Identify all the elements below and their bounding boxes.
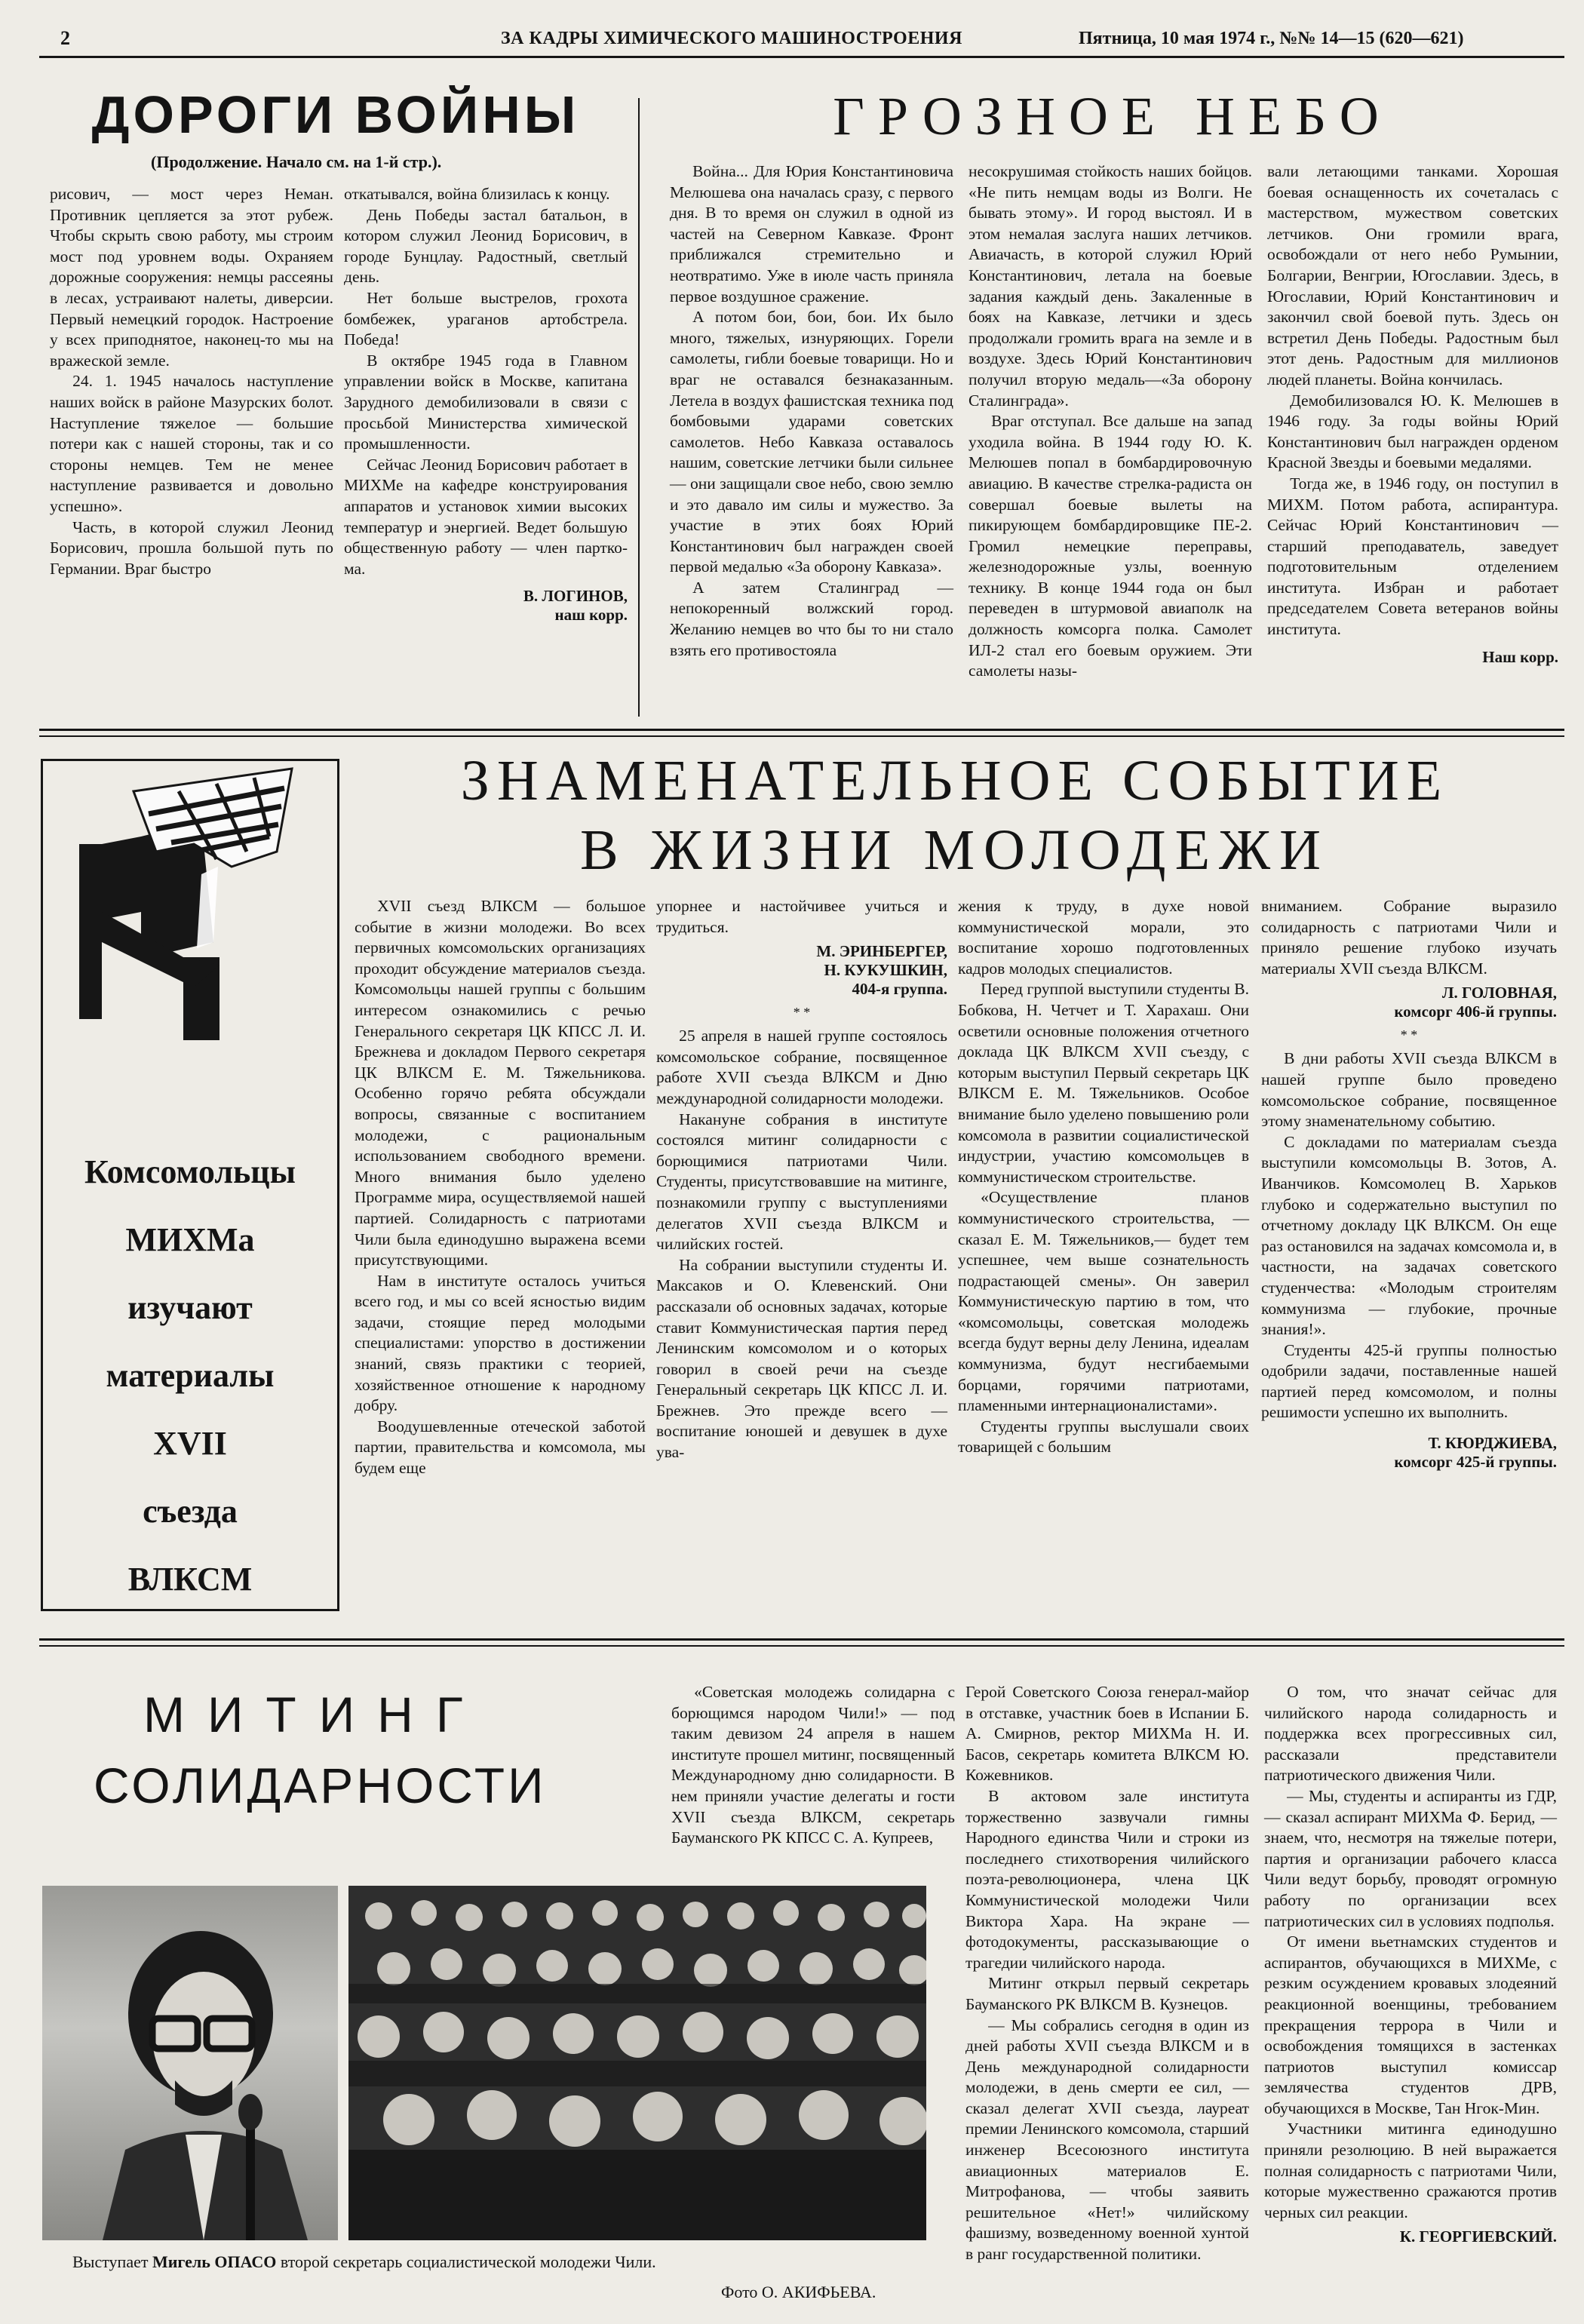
article-column-1 [50, 184, 333, 579]
article-title: ДОРОГИ ВОЙНЫ [91, 85, 580, 144]
article-title-line-1: МИТИНГ [143, 1687, 486, 1742]
article-title-line-1: ЗНАМЕНАТЕЛЬНОЕ СОБЫТИЕ [460, 749, 1450, 812]
photo-credit: Фото О. АКИФЬЕВА. [721, 2283, 876, 2301]
article-subtitle: (Продолжение. Начало см. на 1-й стр.). [151, 152, 442, 171]
flag-emblem-icon [43, 761, 342, 1078]
audience-crowd-icon [348, 1886, 926, 2240]
article-column-2 [969, 161, 1252, 682]
caption-line: съезда [143, 1493, 238, 1530]
paragraph: С докладами по материалам съезда выступили комсомольцы В. Зотов, А. Иванчиков. Комсомолец В. Харьков глубоко и содержательно выступил по отчетному докладу ЦК ВЛКСМ. Он еще раз остановился на задачах комсомола и, в частности, на задачах советского студенчества: «Молодым строителям коммунизма — глубокие, прочные знания!». [1261, 1132, 1557, 1339]
caption-line: МИХМа [125, 1221, 255, 1258]
newspaper-title: ЗА КАДРЫ ХИМИЧЕСКОГО МАШИНОСТРОЕНИЯ [501, 29, 962, 48]
caption-name: Мигель ОПАСО [152, 2252, 277, 2271]
paragraph: 24. 1. 1945 началось наступление наших войск в районе Мазурских болот. Наступление тяжелое — большие потери как с нашей стороны, так и со стороны немцев. Тем не менее наступление развивается и довольно успешно». [50, 372, 333, 515]
article-column-1 [670, 161, 953, 661]
caption-line: ВЛКСМ [127, 1561, 253, 1598]
sidebar-caption [43, 1138, 337, 1613]
paragraph: Герой Советского Союза генерал-майор в отставке, участник боев в Испании Б. А. Смирнов, ректор МИХМа Н. И. Басов, секретарь комитета ВЛКСМ Ю. Кожевников. [965, 1683, 1249, 1785]
paragraph: Враг отступал. Все дальше на запад уходила война. В 1944 году Ю. К. Мелюшев попал в бомбардировочную авиацию. В качестве стрелка-радиста он совершал боевые вылеты на пикирующем бомбардировщике ПЕ-2. Громил немецкие переправы, железнодорожные узлы, военную технику. В конце 1944 года он был переведен в штурмовой авиаполк на должность комсорга полка. Самолет ИЛ-2 стал его боевым оружием. Эти самолеты назы- [969, 412, 1252, 680]
paragraph: Накануне собрания в институте состоялся митинг солидарности с борющимися патриотами Чили. Студенты, присутствовавшие на митинге, познакомили группу с выступлениями делегатов XVII съезда ВЛКСМ и чилийских гостей. [656, 1110, 947, 1254]
caption-line: материалы [106, 1357, 275, 1394]
paragraph: 25 апреля в нашей группе состоялось комсомольское собрание, посвященное работе XVII съезда ВЛКСМ и Дню международной солидарности молодежи. [656, 1027, 947, 1107]
paragraph: А потом бои, бои, бои. Их было много, тяжелых, изнуряющих. Горели самолеты, гибли боевые товарищи. Но и враг не оставался безнаказанным. Летела в воздух фашистская техника под бомбовыми ударами советских самолетов. Небо Кавказа оставалось нашим, советские летчики были сильнее — они защищали свое небо, свою землю и это давало им силы и мужество. За участие в этих боях Юрий Константинович был награжден своей первой медалью «За оборону Кавказа». [670, 308, 953, 576]
caption-prefix: Выступает [72, 2252, 149, 2271]
signature-line: 404-я группа. [852, 980, 947, 999]
paragraph: В октябре 1945 года в Главном управлении войск в Москве, капитана Зарудного демобилизовали в связи с просьбой Министерства химической промышленности. [344, 351, 628, 453]
paragraph: Воодушевленные отеческой заботой партии, правительства и комсомола, мы будем еще [355, 1417, 646, 1478]
masthead-rule [39, 56, 1564, 58]
page-number: 2 [60, 27, 70, 49]
paragraph: «Осуществление планов коммунистического строительства, — сказал Е. М. Тяжельников,— будет тем успешнее, чем выше сознательность подрастающей смены». Он заверил Коммунистическую партию в том, что «комсомольцы, советская молодежь всегда будут верны делу Ленина, идеалам коммунизма, будут несгибаемыми борцами, горячими патриотами, пламенными интернационалистами». [958, 1188, 1249, 1415]
paragraph: — Мы, студенты и аспиранты из ГДР, — сказал аспирант МИХМа Ф. Берид, — знаем, что, несмотря на тяжелые потери, партия и организации рабочего класса Чили ведут борьбу, проводят огромную работу по организации всех патриотических сил в условиях подполья. [1264, 1786, 1557, 1930]
paragraph: Студенты 425-й группы полностью одобрили задачи, поставленные нашей партией перед комсомолом, и полны решимости успешно их выполнить. [1261, 1340, 1557, 1422]
paragraph: На собрании выступили студенты И. Максаков и О. Клевенский. Они рассказали об основных задачах, которые ставит Коммунистическая партия перед Ленинским комсомолом и о которых говорил в своей речи на съезде Генеральный секретарь ЦК КПСС Л. И. Брежнев. Это прежде всего — воспитание юношей и девушек в духе ува- [656, 1255, 947, 1462]
photo-caption [72, 2252, 656, 2272]
paragraph: откатывался, война близилась к концу. [344, 185, 610, 203]
paragraph: упорнее и настойчивее учиться и трудиться. [656, 897, 947, 936]
caption-line: изучают [127, 1289, 253, 1326]
paragraph: рисович, — мост через Неман. Противник цепляется за этот рубеж. Чтобы скрыть свою работу, мы строим мост под уровнем воды. Охраняем дорожные сооружения: немцы рассеяны в лесах, устраивают налеты, диверсии. Первый немецкий городок. Настроение у всех приподнятое, наконец-то мы на вражеской земле. [50, 185, 333, 370]
paragraph: В актовом зале института торжественно зазвучали гимны Народного единства Чили и строки из последнего стихотворения чилийского поэта-революционера, члена ЦК Коммунистической молодежи Чили Виктора Хара. На экране — фотодокументы, рассказывающие о трагедии чилийского народа. [965, 1786, 1249, 1972]
paragraph: Демобилизовался Ю. К. Мелюшев в 1946 году. За годы войны Юрий Константинович был награжден орденом Красной Звезды и боевыми медалями. [1267, 391, 1558, 472]
paragraph: Митинг открыл первый секретарь Бауманского РК ВЛКСМ В. Кузнецов. [965, 1974, 1249, 2013]
signature-line: Т. КЮРДЖИЕВА, [1428, 1434, 1557, 1453]
article-column-2 [344, 184, 628, 625]
paragraph: Часть, в которой служил Леонид Борисович, прошла большой путь по Германии. Враг быстро [50, 517, 333, 578]
paragraph: Студенты группы выслушали своих товарищей с большим [958, 1417, 1249, 1457]
article-column-3 [1264, 1682, 1557, 2246]
section-separator: * * [1400, 1027, 1418, 1043]
issue-info: Пятница, 10 мая 1974 г., №№ 14—15 (620—621) [1079, 29, 1464, 48]
paragraph: вали летающими танками. Хорошая боевая оснащенность их сочеталась с мастерством, мужеством советских летчиков. Они громили врага, освобождали от него небо Румынии, Болгарии, Венгрии, Югославии. Здесь, в Югославии, Юрий Константинович и закончил свой боевой путь. Здесь он встретил День Победы. Радостным был этот день. Радостным для миллионов людей планеты. Война кончилась. [1267, 162, 1558, 388]
paragraph: несокрушимая стойкость наших бойцов. «Не пить немцам воды из Волги. Не бывать этому». И город выстоял. И в этом немалая заслуга наших летчиков. Авиачасть, в которой служил Юрий Константинович, летала на боевые задания каждый день. Закаленные в боях на Кавказе, летчики и здесь продолжали громить врага на земле и в воздухе. Здесь Юрий Константинович получил вторую медаль—«За оборону Сталинграда». [969, 162, 1252, 410]
column-divider [638, 98, 640, 717]
paragraph: А затем Сталинград — непокоренный волжский город. Желанию немцев во что бы то ни стало взять его противостояла [670, 578, 953, 659]
signature-role: комсорг 406-й группы. [1394, 1002, 1557, 1021]
caption-suffix: второй секретарь социалистической молодежи Чили. [280, 2252, 656, 2271]
article-column-1 [671, 1682, 955, 1849]
paragraph: жения к труду, в духе новой коммунистической морали, это воспитание хорошо подготовленных кадров молодых специалистов. [958, 897, 1249, 978]
article-column-1 [355, 896, 646, 1479]
paragraph: Участники митинга единодушно приняли резолюцию. В ней выражается полная солидарность с патриотами Чили, которые мужественно сражаются против черных сил реакции. [1264, 2120, 1557, 2221]
section-separator: * * [793, 1005, 811, 1021]
paragraph: Тогда же, в 1946 году, он поступил в МИХМ. Потом работа, аспирантура. Сейчас Юрий Константинович — старший преподаватель, заведует подготовительным отделением института. Избран и работает председателем Совета ветеранов войны института. [1267, 474, 1558, 639]
paragraph: Нет больше выстрелов, грохота бомбежек, ураганов артобстрела. Победа! [344, 288, 628, 349]
article-column-3 [1267, 161, 1558, 667]
article-column-2 [656, 896, 947, 1463]
author-signature: Наш корр. [1482, 647, 1558, 666]
paragraph: — Мы собрались сегодня в один из дней работы XVII съезда ВЛКСМ и в День международной солидарности молодежи, в день смерти ее сил, — сказал делегат XVII съезда, лауреат премии Ленинского комсомола, старший инженер Всесоюзного института авиационных материалов Е. Митрофанова, — чтобы заявить решительное «Нет!» чилийскому фашизму, возведенному военной хунтой в ранг государственной политики. [965, 2015, 1249, 2264]
paragraph: вниманием. Собрание выразило солидарность с патриотами Чили и приняло решение глубоко изучать материалы XVII съезда ВЛКСМ. [1261, 897, 1557, 978]
section-rule [39, 735, 1564, 737]
sidebar-box [41, 759, 339, 1611]
article-title-line-2: В ЖИЗНИ МОЛОДЕЖИ [579, 818, 1331, 882]
photo-audience [348, 1886, 926, 2240]
photo-speaker [42, 1886, 338, 2240]
caption-line: XVII [153, 1425, 227, 1462]
paragraph: День Победы застал батальон, в котором служил Леонид Борисович, в городе Бунцлау. Радостный, светлый день. [344, 205, 628, 287]
signature-line: М. ЭРИНБЕРГЕР, [816, 942, 947, 961]
paragraph: Война... Для Юрия Константиновича Мелюшева она началась сразу, с первого дня. В то время он служил в одной из частей на Северном Кавказе. Фронт приближался стремительно и неотвратимо. Уже в июле часть приняла первое воздушное сражение. [670, 162, 953, 305]
paragraph: Перед группой выступили студенты В. Бобкова, Н. Четчет и Т. Харахаш. Они осветили основные положения отчетного доклада ЦК ВЛКСМ XVII съезду, с которым выступил Первый секретарь ЦК ВЛКСМ Е. М. Тяжельников. Особое внимание было уделено повышению роли комсомола в развитии социалистической индустрии, участию комсомольцев в коммунистическом строительстве. [958, 980, 1249, 1186]
section-rule [39, 1638, 1564, 1641]
caption-line: Комсомольцы [84, 1153, 296, 1190]
paragraph: Сейчас Леонид Борисович работает в МИХМе на кафедре конструирования аппаратов и установок химии высоких температур и энергией. Ведет большую общественную работу — член партко-ма. [344, 455, 628, 578]
section-rule [39, 729, 1564, 731]
paragraph: XVII съезд ВЛКСМ — большое событие в жизни молодежи. Во всех первичных комсомольских организациях проходит обсуждение материалов съезда. Комсомольцы нашей группы с большим интересом ознакомились с речью Генерального секретаря ЦК КПСС Л. И. Брежнева и докладом Первого секретаря ЦК ВЛКСМ Е. М. Тяжельникова. Особенно горячо ребята обсуждали вопросы, связанные с воспитанием молодежи, с рациональным использованием свободного времени. Много внимания было уделено Программе мира, осуществляемой нашей партией. Солидарность с патриотами Чили была единодушно выражена всеми присутствующими. [355, 897, 646, 1269]
paragraph: В дни работы XVII съезда ВЛКСМ в нашей группе было проведено комсомольское собрание, посвященное этому знаменательному событию. [1261, 1049, 1557, 1131]
article-title-line-2: СОЛИДАРНОСТИ [94, 1758, 547, 1813]
section-rule [39, 1645, 1564, 1647]
signature-line: Н. КУКУШКИН, [824, 961, 947, 980]
article-column-4 [1261, 896, 1557, 1472]
paragraph: О том, что значат сейчас для чилийского народа солидарность и поддержка всех прогрессивных сил, рассказали представители патриотического движения Чили. [1264, 1683, 1557, 1785]
paragraph: От имени вьетнамских студентов и аспирантов, обучающихся в МИХМе, с резким осуждением кровавых злодеяний реакционной военщины, требованием прекращения террора в Чили и освобождения томящихся в застенках патриотов выступил комиссар землячества студентов ДРВ, обучающихся в Москве, Тан Нгок-Мин. [1264, 1933, 1557, 2117]
paragraph: «Советская молодежь солидарна с борющимся народом Чили!» — под таким девизом 24 апреля в нашем институте прошел митинг, посвященный Международному дню солидарности. В нем приняли участие делегаты и гости XVII съезда ВЛКСМ, секретарь Бауманского РК КПСС С. А. Купреев, [671, 1683, 955, 1847]
author-signature: К. ГЕОРГИЕВСКИЙ. [1399, 2227, 1557, 2246]
speaker-portrait-icon [42, 1886, 338, 2240]
signature-line: Л. ГОЛОВНАЯ, [1441, 984, 1557, 1002]
author-role: наш корр. [554, 606, 628, 625]
article-column-2 [965, 1682, 1249, 2265]
paragraph: Нам в институте осталось учиться всего год, и мы со всей ясностью видим задачи, стоящие перед молодыми специалистами: упорство в достижении знаний, связь практики с теорией, хозяйственное отношение к народному добру. [355, 1271, 646, 1415]
author-signature: В. ЛОГИНОВ, [523, 587, 628, 606]
article-column-3 [958, 896, 1249, 1458]
signature-role: комсорг 425-й группы. [1394, 1453, 1557, 1472]
article-title: ГРОЗНОЕ НЕБО [833, 86, 1392, 146]
